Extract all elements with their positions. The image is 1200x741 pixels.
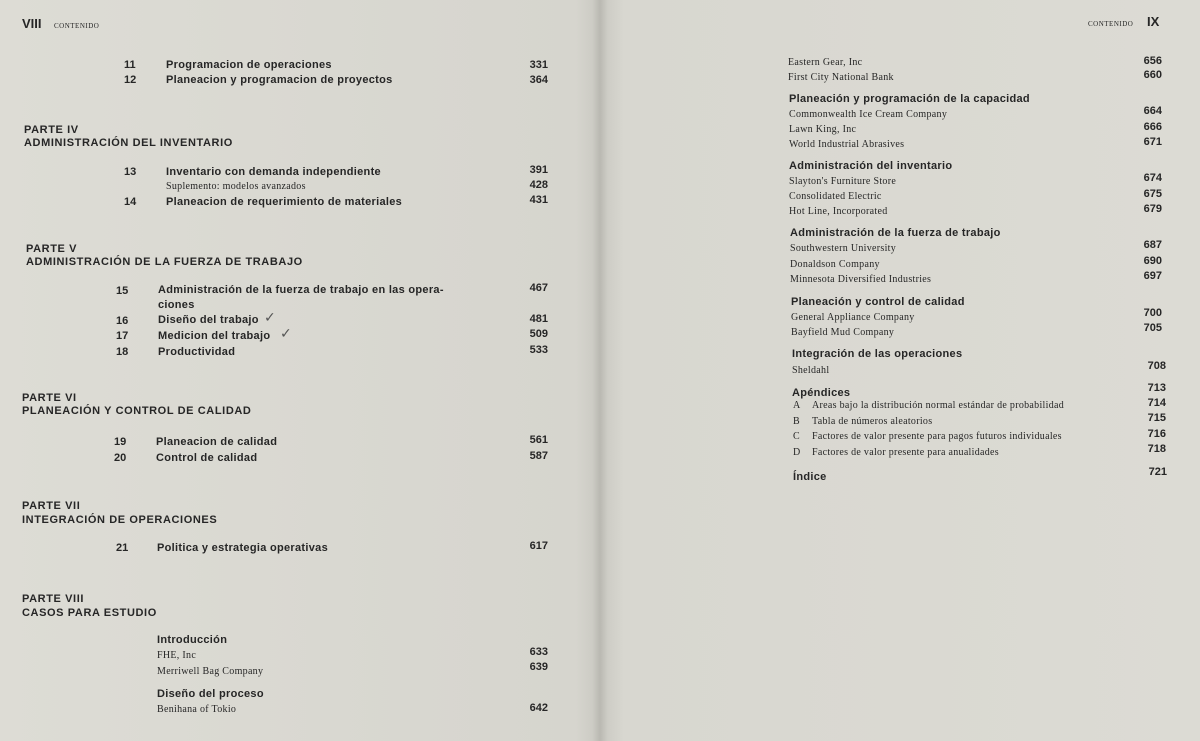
appendix-page: 714 <box>1147 397 1166 409</box>
chapter-title: Diseño del trabajo <box>158 314 259 326</box>
supplement-page: 428 <box>529 179 548 191</box>
chapter-number: 19 <box>114 436 127 448</box>
checkmark-icon: ✓ <box>280 326 292 342</box>
part-title: ADMINISTRACIÓN DEL INVENTARIO <box>24 137 233 149</box>
section-heading: Administración del inventario <box>789 160 953 172</box>
chapter-title: Politica y estrategia operativas <box>157 542 329 554</box>
chapter-page: 587 <box>529 450 548 462</box>
case-title: Merriwell Bag Company <box>157 666 264 677</box>
chapter-page: 509 <box>529 328 548 340</box>
chapter-title: Medicion del trabajo <box>158 330 271 342</box>
case-page: 674 <box>1143 172 1162 184</box>
chapter-number: 17 <box>116 330 129 342</box>
appendix-letter: D <box>793 447 801 458</box>
case-page: 642 <box>529 702 548 714</box>
chapter-title: Programacion de operaciones <box>166 59 332 71</box>
chapter-page: 617 <box>529 540 548 552</box>
appendix-letter: A <box>793 400 801 411</box>
part-label: PARTE IV <box>24 124 79 136</box>
index-heading: Índice <box>793 471 827 483</box>
case-title: First City National Bank <box>788 72 894 83</box>
case-page: 656 <box>1143 55 1162 67</box>
case-page: 705 <box>1143 322 1162 334</box>
case-title: Eastern Gear, Inc <box>788 57 863 68</box>
index-page: 721 <box>1148 466 1167 478</box>
section-heading: Planeación y programación de la capacidad <box>789 93 1030 105</box>
case-page: 687 <box>1143 239 1162 251</box>
chapter-number: 15 <box>116 285 129 297</box>
chapter-number: 20 <box>114 452 127 464</box>
case-title: Sheldahl <box>792 365 830 376</box>
chapter-page: 364 <box>529 74 548 86</box>
case-title: Donaldson Company <box>790 259 880 270</box>
part-title: CASOS PARA ESTUDIO <box>22 607 157 619</box>
chapter-page: 561 <box>529 434 548 446</box>
case-page: 671 <box>1143 136 1162 148</box>
case-page: 708 <box>1147 360 1166 372</box>
case-page: 675 <box>1143 188 1162 200</box>
case-page: 690 <box>1143 255 1162 267</box>
case-page: 679 <box>1143 203 1162 215</box>
left-running-head: CONTENIDO <box>54 22 100 30</box>
section-heading: Introducción <box>157 634 228 646</box>
case-title: Southwestern University <box>790 243 897 254</box>
section-heading: Administración de la fuerza de trabajo <box>790 227 1001 239</box>
right-page-number: IX <box>1147 14 1160 29</box>
appendix-letter: B <box>793 416 800 427</box>
appendix-title: Tabla de números aleatorios <box>812 416 933 427</box>
appendix-page: 716 <box>1147 428 1166 440</box>
chapter-title: Inventario con demanda independiente <box>166 166 381 178</box>
case-title: Hot Line, Incorporated <box>789 206 888 217</box>
chapter-page: 431 <box>529 194 548 206</box>
right-running-head: CONTENIDO <box>1088 20 1134 28</box>
part-title: ADMINISTRACIÓN DE LA FUERZA DE TRABAJO <box>26 256 303 268</box>
chapter-page: 533 <box>529 344 548 356</box>
part-title: INTEGRACIÓN DE OPERACIONES <box>22 514 218 526</box>
section-heading: Integración de las operaciones <box>792 348 963 360</box>
case-title: General Appliance Company <box>791 312 915 323</box>
case-title: Consolidated Electric <box>789 191 882 202</box>
left-page-number: VIII <box>22 16 42 31</box>
checkmark-icon: ✓ <box>264 310 276 326</box>
chapter-title: Control de calidad <box>156 452 258 464</box>
supplement-title: Suplemento: modelos avanzados <box>166 181 306 192</box>
chapter-page: 391 <box>529 164 548 176</box>
case-title: Slayton's Furniture Store <box>789 176 897 187</box>
case-title: World Industrial Abrasives <box>789 139 905 150</box>
case-title: Bayfield Mud Company <box>791 327 895 338</box>
chapter-page: 331 <box>529 59 548 71</box>
case-page: 666 <box>1143 121 1162 133</box>
chapter-number: 11 <box>124 59 136 71</box>
chapter-page: 481 <box>529 313 548 325</box>
chapter-number: 14 <box>124 196 137 208</box>
section-page: 713 <box>1147 382 1166 394</box>
book-gutter <box>592 0 608 741</box>
part-title: PLANEACIÓN Y CONTROL DE CALIDAD <box>22 405 252 417</box>
case-page: 633 <box>529 646 548 658</box>
appendix-title: Factores de valor presente para anualidades <box>812 447 999 458</box>
chapter-number: 13 <box>124 166 137 178</box>
chapter-number: 12 <box>124 74 137 86</box>
case-title: Benihana of Tokio <box>157 704 237 715</box>
chapter-number: 21 <box>116 542 129 554</box>
chapter-title: Planeacion y programacion de proyectos <box>166 74 393 86</box>
case-page: 700 <box>1143 307 1162 319</box>
chapter-title: Productividad <box>158 346 236 358</box>
part-label: PARTE V <box>26 243 78 255</box>
case-page: 664 <box>1143 105 1162 117</box>
part-label: PARTE VIII <box>22 593 85 605</box>
section-heading: Apéndices <box>792 387 851 399</box>
section-heading: Planeación y control de calidad <box>791 296 965 308</box>
appendix-page: 718 <box>1147 443 1166 455</box>
part-label: PARTE VII <box>22 500 81 512</box>
case-page: 660 <box>1143 69 1162 81</box>
case-title: Lawn King, Inc <box>789 124 857 135</box>
chapter-title: Planeacion de requerimiento de materiales <box>166 196 403 208</box>
case-page: 697 <box>1143 270 1162 282</box>
chapter-number: 18 <box>116 346 129 358</box>
case-title: Minnesota Diversified Industries <box>790 274 932 285</box>
appendix-title: Areas bajo la distribución normal estándar de probabilidad <box>812 400 1065 411</box>
appendix-letter: C <box>793 431 800 442</box>
section-heading: Diseño del proceso <box>157 688 264 700</box>
chapter-page: 467 <box>529 282 548 294</box>
appendix-title: Factores de valor presente para pagos futuros individuales <box>812 431 1062 442</box>
case-page: 639 <box>529 661 548 673</box>
appendix-page: 715 <box>1147 412 1166 424</box>
chapter-title-line1: Administración de la fuerza de trabajo en las opera- <box>158 284 444 296</box>
case-title: Commonwealth Ice Cream Company <box>789 109 948 120</box>
part-label: PARTE VI <box>22 392 77 404</box>
chapter-number: 16 <box>116 315 129 327</box>
chapter-title-line2: ciones <box>158 299 195 311</box>
chapter-title: Planeacion de calidad <box>156 436 278 448</box>
case-title: FHE, Inc <box>157 650 197 661</box>
